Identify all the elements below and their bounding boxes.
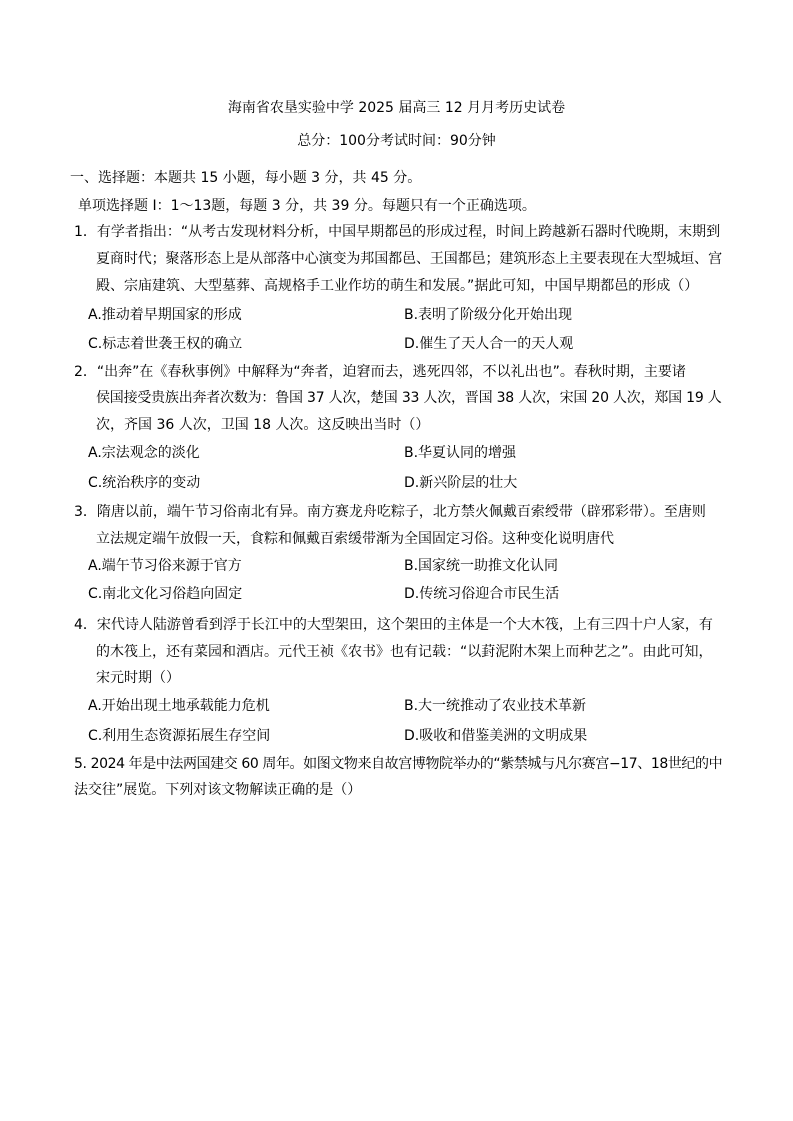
question-2-option-a[interactable]: A.宗法观念的淡化: [88, 445, 200, 461]
question-2-line-1: 2．“出奔”在《春秋事例》中解释为“奔者，迫窘而去，逃死四邻，不以礼出也”。春秋时期，主要诸: [74, 364, 686, 380]
question-1-line-3: 殿、宗庙建筑、大型墓葬、高规格手工业作坊的萌生和发展。”据此可知，中国早期都邑的形成（）: [96, 278, 699, 294]
question-1-line-1: 1．有学者指出：“从考古发现材料分析，中国早期都邑的形成过程，时间上跨越新石器时代晚期，末期到: [74, 224, 721, 240]
question-2-line-3: 次，齐国 36 人次，卫国 18 人次。这反映出当时（）: [96, 417, 430, 433]
question-1-option-a[interactable]: A.推动着早期国家的形成: [88, 307, 242, 323]
question-3-option-d[interactable]: D.传统习俗迎合市民生活: [404, 586, 560, 602]
question-5-line-1: 5. 2024 年是中法两国建交 60 周年。如图文物来自故宫博物院举办的“紫禁城与凡尔赛宫−17、18世纪的中: [74, 756, 723, 772]
question-1-option-c[interactable]: C.标志着世袭王权的确立: [88, 336, 243, 352]
question-1-line-2: 夏商时代；聚落形态上是从部落中心演变为邦国都邑、王国都邑；建筑形态上主要表现在大型城垣、宫: [96, 251, 722, 267]
section-subheading: 单项选择题 I：1～13题，每题 3 分，共 39 分。每题只有一个正确选项。: [78, 198, 536, 214]
question-2-option-d[interactable]: D.新兴阶层的壮大: [404, 475, 518, 491]
question-4-line-2: 的木筏上，还有菜园和酒店。元代王祯《农书》也有记载：“以葑泥附木架上而种艺之”。由此可知，: [96, 644, 713, 660]
question-4-option-b[interactable]: B.大一统推动了农业技术革新: [404, 698, 587, 714]
section-heading: 一、选择题：本题共 15 小题，每小题 3 分，共 45 分。: [70, 170, 422, 186]
exam-title: 海南省农垦实验中学 2025 届高三 12 月月考历史试卷: [227, 100, 566, 116]
question-3-line-2: 立法规定端午放假一天，食粽和佩戴百索缓带渐为全国固定习俗。这种变化说明唐代: [96, 531, 614, 547]
question-3-option-c[interactable]: C.南北文化习俗趋向固定: [88, 586, 243, 602]
question-5-line-2: 法交往”展览。下列对该文物解读正确的是（）: [74, 782, 362, 798]
question-2-line-2: 侯国接受贵族出奔者次数为：鲁国 37 人次，楚国 33 人次，晋国 38 人次，宋国 20 人次，郑国 19 人: [96, 390, 722, 406]
question-3-option-b[interactable]: B.国家统一助推文化认同: [404, 558, 559, 574]
question-2-option-b[interactable]: B.华夏认同的增强: [404, 445, 517, 461]
question-4-option-c[interactable]: C.利用生态资源拓展生存空间: [88, 728, 271, 744]
question-4-option-a[interactable]: A.开始出现土地承载能力危机: [88, 698, 270, 714]
question-3-line-1: 3．隋唐以前，端午节习俗南北有异。南方赛龙舟吃粽子，北方禁火佩戴百索绶带（辟邪彩带）。至唐则: [74, 504, 706, 520]
exam-subtitle: 总分：100分考试时间：90分钟: [297, 133, 496, 149]
question-4-line-1: 4．宋代诗人陆游曾看到浮于长江中的大型架田，这个架田的主体是一个大木筏，上有三四十户人家，有: [74, 617, 713, 633]
question-2-option-c[interactable]: C.统治秩序的变动: [88, 475, 201, 491]
question-1-option-b[interactable]: B.表明了阶级分化开始出现: [404, 307, 573, 323]
question-1-option-d[interactable]: D.催生了天人合一的天人观: [404, 336, 574, 352]
question-4-line-3: 宋元时期（）: [96, 670, 180, 686]
question-4-option-d[interactable]: D.吸收和借鉴美洲的文明成果: [404, 728, 588, 744]
question-3-option-a[interactable]: A.端午节习俗来源于官方: [88, 558, 242, 574]
